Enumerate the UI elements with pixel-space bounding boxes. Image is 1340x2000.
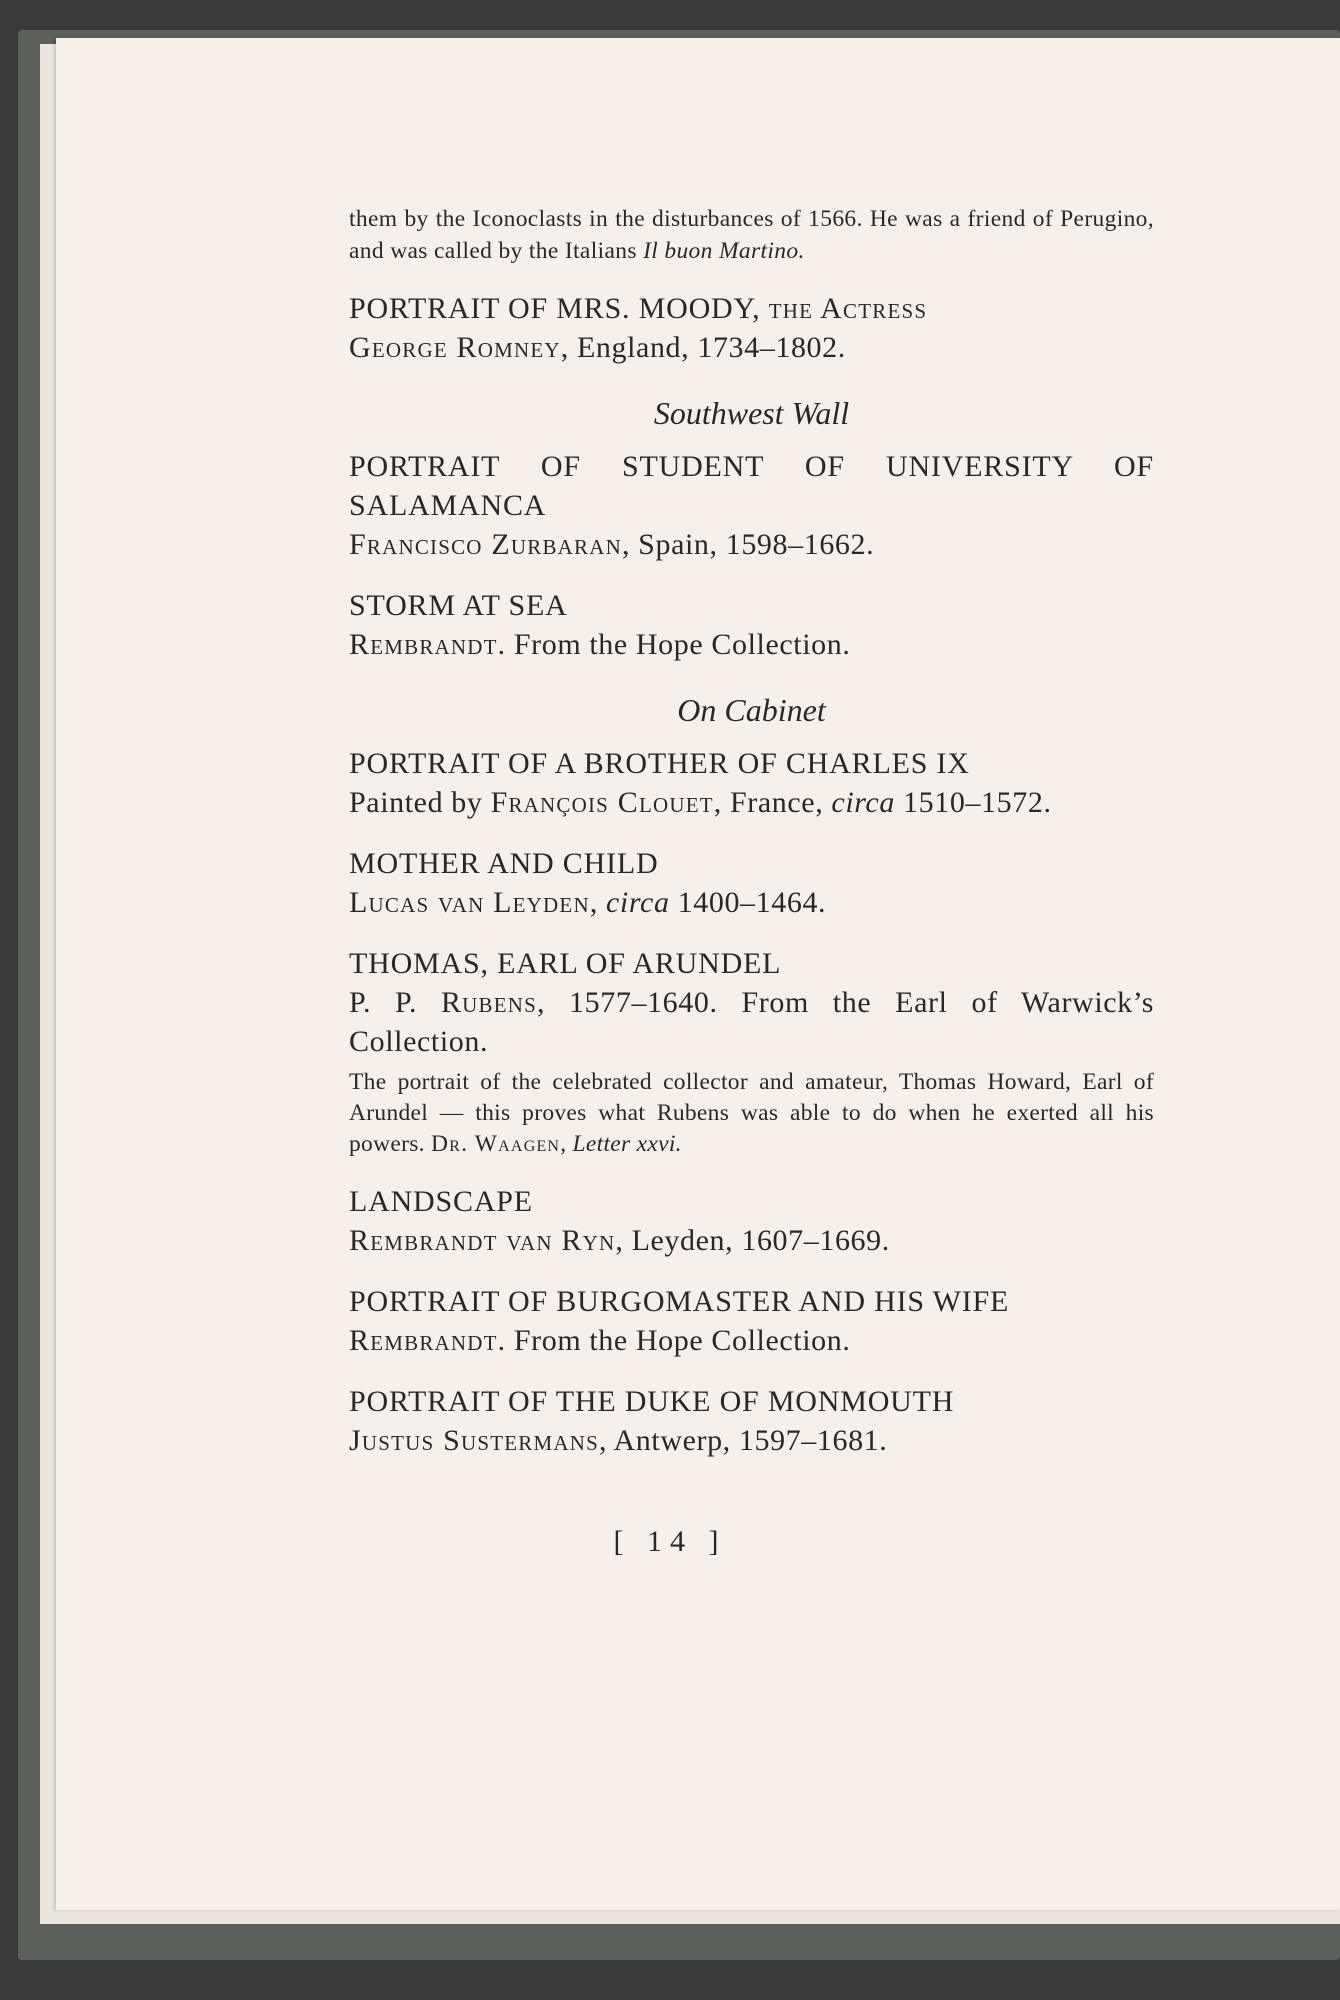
- catalog-entry-landscape: [349, 1182, 1154, 1260]
- artist-separator: ,: [589, 886, 607, 919]
- artist-details: , Antwerp, 1597–1681.: [598, 1424, 888, 1457]
- artist-name: Lucas van Leyden: [349, 886, 590, 919]
- entry-title: PORTRAIT OF STUDENT OF UNIVERSITY OF SALAMANCA: [349, 450, 1154, 522]
- catalog-entry-duke-of-monmouth: [349, 1382, 1154, 1460]
- entry-title-smallcaps: the Actress: [768, 292, 928, 325]
- artist-details: , 1577–1640. From the Earl of Warwick’s Collection.: [349, 986, 1154, 1058]
- catalog-entry-earl-of-arundel: [349, 944, 1154, 1160]
- artist-details: . From the Hope Collection.: [497, 1324, 851, 1357]
- artist-prefix: Painted by: [349, 786, 491, 819]
- entry-note: [349, 1067, 1154, 1160]
- artist-circa: circa: [606, 886, 670, 919]
- artist-details: , Spain, 1598–1662.: [621, 528, 875, 561]
- artist-details: 1510–1572.: [894, 786, 1052, 819]
- section-heading-on-cabinet: On Cabinet: [677, 692, 826, 728]
- catalog-entry-mother-and-child: [349, 844, 1154, 922]
- catalog-entry-mrs-moody: [349, 289, 1154, 367]
- artist-prefix: P. P.: [349, 986, 441, 1019]
- artist-name: George Romney: [349, 331, 561, 364]
- entry-title: PORTRAIT OF A BROTHER OF CHARLES IX: [349, 747, 970, 780]
- entry-title: MOTHER AND CHILD: [349, 847, 659, 880]
- entry-title: PORTRAIT OF THE DUKE OF MONMOUTH: [349, 1385, 955, 1418]
- note-author: Dr. Waagen: [431, 1131, 561, 1157]
- entry-title: STORM AT SEA: [349, 589, 568, 622]
- catalog-entry-storm-at-sea: [349, 586, 1154, 664]
- artist-separator: , France,: [713, 786, 832, 819]
- entry-artist: [349, 625, 1154, 664]
- entry-title-text: PORTRAIT OF MRS. MOODY,: [349, 292, 769, 325]
- artist-name: Rubens: [440, 986, 538, 1019]
- entry-title: THOMAS, EARL OF ARUNDEL: [349, 947, 782, 980]
- note-reference: Letter xxvi.: [572, 1131, 682, 1157]
- catalog-entry-brother-charles-ix: [349, 744, 1154, 822]
- intro-paragraph: [349, 203, 1154, 267]
- page-number: [ 14 ]: [613, 1525, 727, 1558]
- entry-artist: [349, 1221, 1154, 1260]
- entry-title: PORTRAIT OF BURGOMASTER AND HIS WIFE: [349, 1285, 1010, 1318]
- entry-title: [349, 289, 1154, 328]
- intro-italic: Il buon Martino.: [643, 238, 805, 264]
- artist-circa: circa: [831, 786, 895, 819]
- artist-details: 1400–1464.: [669, 886, 827, 919]
- artist-name: Rembrandt: [349, 1324, 498, 1357]
- note-text: The portrait of the celebrated collector and amateur, Thomas Howard, Earl of Arundel — this proves what Rubens was able to do when he exerted all his powers.: [349, 1069, 1154, 1157]
- artist-name: Rembrandt van Ryn: [349, 1224, 616, 1257]
- entry-artist: [349, 1421, 1154, 1460]
- note-separator: ,: [560, 1131, 573, 1157]
- artist-details: , Leyden, 1607–1669.: [615, 1224, 890, 1257]
- entry-artist: [349, 883, 1154, 922]
- artist-name: Francisco Zurbaran: [349, 528, 622, 561]
- artist-name: Justus Sustermans: [349, 1424, 599, 1457]
- page-content: [349, 203, 1154, 1460]
- catalog-entry-student-salamanca: [349, 447, 1154, 564]
- artist-name: Rembrandt: [349, 628, 498, 661]
- catalog-entry-burgomaster: [349, 1282, 1154, 1360]
- entry-artist: [349, 983, 1154, 1061]
- artist-name: François Clouet: [490, 786, 714, 819]
- artist-details: , England, 1734–1802.: [560, 331, 846, 364]
- entry-artist: [349, 783, 1154, 822]
- entry-title: LANDSCAPE: [349, 1185, 533, 1218]
- intro-text: them by the Iconoclasts in the disturbances of 1566. He was a friend of Perugino, and was called by the Italians: [349, 206, 1154, 264]
- artist-details: . From the Hope Collection.: [497, 628, 851, 661]
- entry-artist: [349, 328, 1154, 367]
- entry-artist: [349, 525, 1154, 564]
- entry-artist: [349, 1321, 1154, 1360]
- section-heading-southwest-wall: Southwest Wall: [653, 395, 850, 431]
